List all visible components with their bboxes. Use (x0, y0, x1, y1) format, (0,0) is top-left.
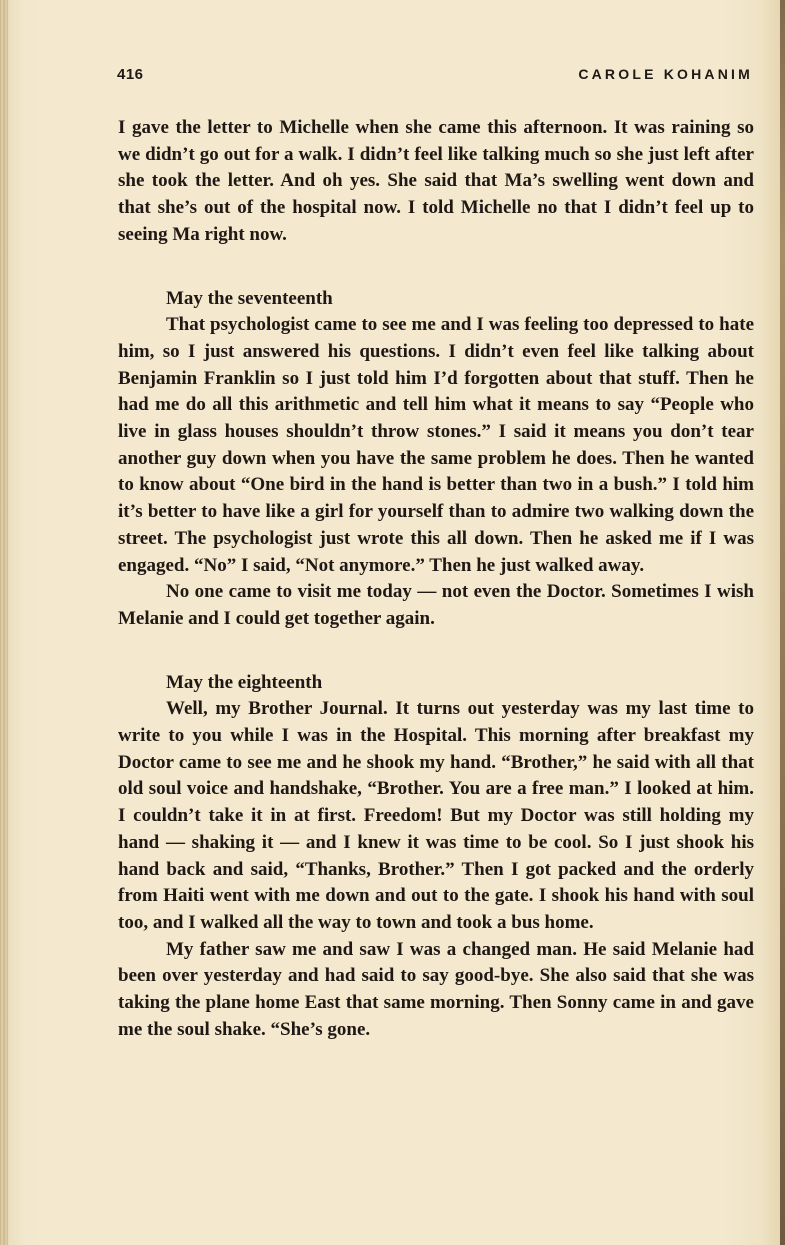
section-spacer (118, 249, 754, 286)
paragraph-4: Well, my Brother Journal. It turns out yesterday was my last time to write to you while I was in the Hospital. This morning after breakfast my Doctor came to see me and he shook my hand. “Brother,” he said with all that old soul voice and handshake, “Brother. You are a free man.” I looked at him. I couldn’t take it in at first. Freedom! But my Doctor was still holding my hand — shaking it — and I knew it was time to be cool. So I just shook his hand back and said, “Thanks, Brother.” Then I got packed and the orderly from Haiti went with me down and out to the gate. I shook his hand with soul too, and I walked all the way to town and took a bus home. (118, 698, 754, 933)
entry-date-may-17: May the seventeenth (166, 287, 333, 309)
binding-edge (0, 0, 8, 1245)
paragraph-1: I gave the letter to Michelle when she came this afternoon. It was raining so we didn’t go out for a walk. I didn’t feel like talking much so she just left after she took the letter. And oh yes. She said that Ma’s swelling went down and that she’s out of the hospital now. I told Michelle no that I didn’t feel up to seeing Ma right now. (118, 117, 754, 245)
section-spacer (118, 633, 754, 670)
paragraph-2: That psychologist came to see me and I was feeling too depressed to hate him, so I just answered his questions. I didn’t even feel like talking about Benjamin Franklin so I just told him I’d forgotten about that stuff. Then he had me do all this arithmetic and tell him what it means to say “People who live in glass houses shouldn’t throw stones.” I said it means you don’t tear another guy down when you have the same problem he does. Then he wanted to know about “One bird in the hand is better than two in a bush.” I told him it’s better to have like a girl for yourself than to admire two walking down the street. The psychologist just wrote this all down. Then he asked me if I was engaged. “No” I said, “Not anymore.” Then he just walked away. (118, 314, 754, 576)
page-body (118, 115, 754, 1044)
page-number: 416 (117, 66, 144, 83)
entry-date-may-18: May the eighteenth (166, 671, 323, 693)
paragraph-5: My father saw me and saw I was a changed man. He said Melanie had been over yesterday and had said to say good-bye. She also said that she was taking the plane home East that same morning. Then Sonny came in and gave me the soul shake. “She’s gone. (118, 938, 754, 1040)
paragraph-3: No one came to visit me today — not even the Doctor. Sometimes I wish Melanie and I could get together again. (118, 581, 754, 629)
page-edge (780, 0, 785, 1245)
running-head: CAROLE KOHANIM (578, 66, 753, 82)
page-header (117, 66, 753, 88)
